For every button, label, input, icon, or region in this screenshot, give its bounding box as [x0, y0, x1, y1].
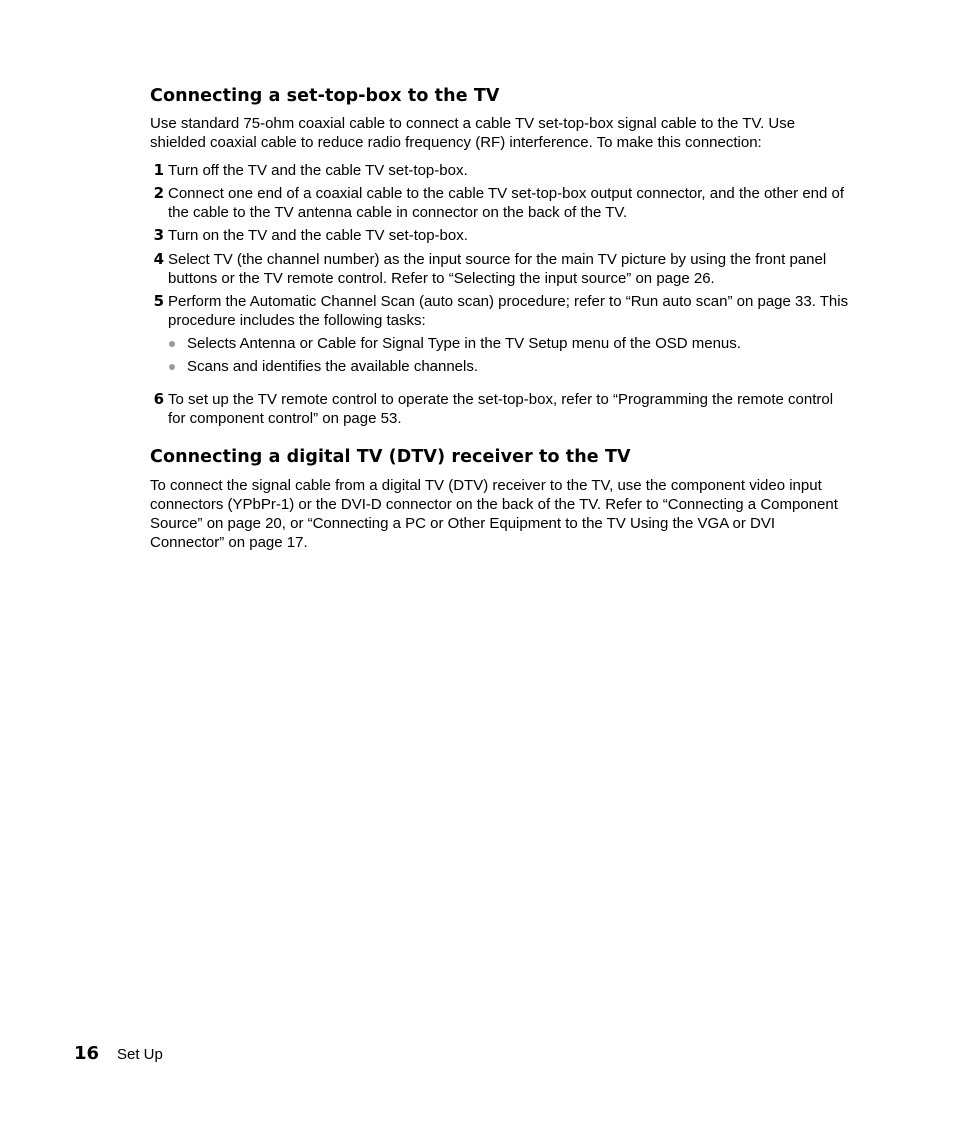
- bullet-text: Scans and identifies the available channels.: [187, 358, 479, 375]
- step-text: Connect one end of a coaxial cable to the cable TV set-top-box output connector, and the other end of the cable to the TV antenna cable in connector on the back of the TV.: [168, 185, 845, 221]
- section-heading-dtv-receiver: Connecting a digital TV (DTV) receiver to the TV: [150, 447, 631, 467]
- bullet-dot-icon: [169, 364, 175, 370]
- section-body: To connect the signal cable from a digital TV (DTV) receiver to the TV, use the component video input connectors (YPbPr-1) or the DVI-D connector on the back of the TV. Refer to “Connecting a Component Source” on page 20, or “Connecting a PC or Other Equipment to the TV Using the VGA or DVI Connector” on page 17.: [150, 477, 838, 551]
- step-number: 5: [153, 292, 164, 310]
- step-number: 3: [153, 226, 164, 244]
- section-intro: Use standard 75-ohm coaxial cable to connect a cable TV set-top-box signal cable to the TV. Use shielded coaxial cable to reduce radio frequency (RF) interference. To make this connection:: [150, 115, 796, 151]
- section-heading-set-top-box: Connecting a set-top-box to the TV: [150, 86, 500, 106]
- step-text: Perform the Automatic Channel Scan (auto scan) procedure; refer to “Run auto scan” on page 33. This procedure includes the following tasks:: [168, 293, 849, 329]
- step-text: Turn off the TV and the cable TV set-top-box.: [168, 162, 468, 179]
- bullet-text: Selects Antenna or Cable for Signal Type in the TV Setup menu of the OSD menus.: [187, 335, 741, 352]
- step-number: 6: [153, 390, 164, 408]
- page-number: 16: [74, 1043, 100, 1064]
- step-text: Select TV (the channel number) as the input source for the main TV picture by using the front panel buttons or the TV remote control. Refer to “Selecting the input source” on page 26.: [168, 251, 827, 287]
- step-number: 4: [153, 250, 164, 268]
- bullet-dot-icon: [169, 341, 175, 347]
- footer-section-title: Set Up: [117, 1046, 163, 1063]
- step-number: 1: [153, 161, 164, 179]
- step-text: Turn on the TV and the cable TV set-top-box.: [168, 227, 468, 244]
- step-number: 2: [153, 184, 164, 202]
- step-text: To set up the TV remote control to operate the set-top-box, refer to “Programming the remote control for component control” on page 53.: [168, 391, 834, 427]
